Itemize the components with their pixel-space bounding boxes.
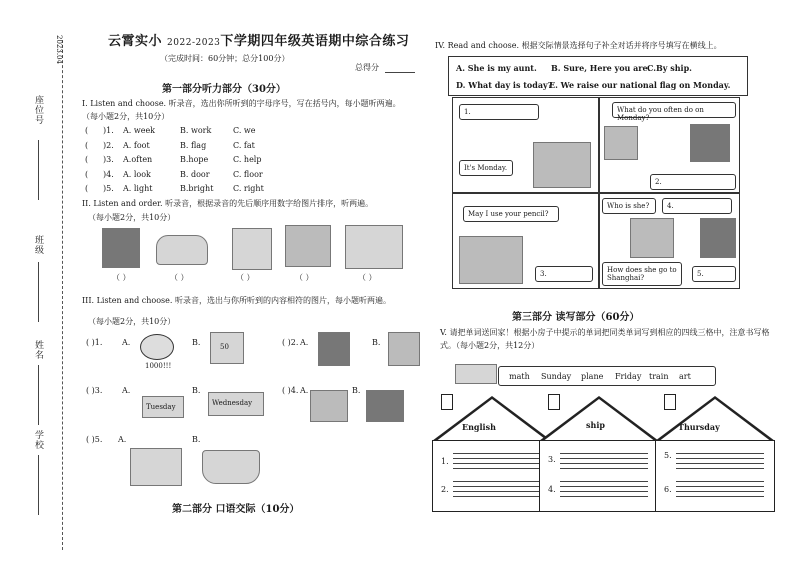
- q3-picture-3a: [142, 396, 184, 418]
- house-thursday-writing-line[interactable]: [676, 458, 764, 459]
- q1-option-b: B. door: [180, 169, 210, 179]
- q1-item-number: )3.: [103, 155, 114, 164]
- q3-item-2-a: A.: [300, 338, 309, 347]
- house-english-roof-inner: [435, 399, 549, 442]
- date-stamp: 2023.04: [55, 35, 63, 64]
- house-thursday-writing-line[interactable]: [676, 491, 764, 492]
- q1-option-a: A. look: [123, 169, 151, 179]
- seat-label: 座位号: [33, 95, 43, 125]
- q1-option-c: C. fat: [233, 140, 255, 150]
- q4-option-d: D. What day is today?: [456, 80, 553, 90]
- house-ship-writing-line[interactable]: [560, 463, 648, 464]
- q3-item-3-b: B.: [192, 386, 201, 395]
- q3-caption-3b: Wednesday: [212, 399, 253, 407]
- q2-picture-girl: [232, 228, 272, 270]
- panel-2-picture-boy: [604, 126, 638, 160]
- panel-3-picture: [459, 236, 523, 284]
- house-ship-line-3-number: 3.: [548, 455, 556, 464]
- q3-picture-train: [130, 448, 182, 486]
- q4-options-box: [448, 56, 748, 96]
- house-ship-writing-line[interactable]: [560, 496, 648, 497]
- house-ship-writing-line[interactable]: [560, 481, 648, 482]
- bubble-2: [612, 102, 736, 122]
- part2-heading: 第二部分 口语交际（10分）: [172, 504, 300, 515]
- word-plane: plane: [581, 372, 604, 381]
- q1-item-number: )1.: [103, 126, 114, 135]
- q3-picture-1b: [210, 332, 244, 364]
- q1-option-c: C. help: [233, 155, 262, 164]
- q3-picture-2b: [388, 332, 420, 366]
- panel-2-picture-flag: [690, 124, 730, 162]
- house-thursday-line-6-number: 6.: [664, 485, 672, 494]
- total-score-blank[interactable]: [385, 72, 415, 73]
- part3-heading: 第三部分 读写部分（60分）: [512, 312, 640, 323]
- bubble-6[interactable]: [535, 266, 593, 282]
- seat-field[interactable]: [38, 140, 39, 200]
- class-field[interactable]: [38, 262, 39, 322]
- q1-answer-paren[interactable]: (: [85, 140, 89, 150]
- q3-caption-1b: 50: [220, 343, 229, 351]
- bubble-9-text: How does she go to Shanghai?: [607, 266, 677, 282]
- q4-option-a: A. She is my aunt.: [456, 63, 537, 73]
- q3-item-2-number: ( )2.: [282, 338, 299, 347]
- house-english-writing-line[interactable]: [453, 496, 541, 497]
- q2-blank-5[interactable]: （ ）: [358, 273, 377, 282]
- name-label: 姓名: [33, 340, 43, 360]
- q3-item-1-a: A.: [122, 338, 131, 347]
- panel-1-picture: [533, 142, 591, 188]
- q2-score: （每小题2分，共10分）: [88, 213, 176, 222]
- q2-picture-room: [285, 225, 331, 267]
- total-score-label: 总得分: [355, 63, 379, 72]
- q4-instruction: IV. Read and choose. 根据交际情景选择句子补全对话并将序号填写在横线上。: [435, 41, 722, 50]
- q1-option-b: B.hope: [180, 155, 209, 164]
- panel-4-picture-people: [630, 218, 674, 258]
- q3-item-1-b: B.: [192, 338, 201, 347]
- bubble-7: [602, 198, 656, 214]
- q1-option-a: A. week: [123, 126, 156, 135]
- q3-picture-1a: [140, 334, 174, 360]
- q3-item-3-a: A.: [122, 386, 131, 395]
- bubble-3: [459, 160, 513, 176]
- q1-item: [85, 141, 345, 156]
- q3-item-4-b: B.: [352, 386, 361, 395]
- house-thursday-label: Thursday: [678, 422, 720, 432]
- q1-option-c: C. right: [233, 184, 264, 193]
- dialogue-panel-1: [452, 97, 599, 193]
- q1-item: [85, 155, 345, 170]
- q4-option-b: B. Sure, Here you are.: [551, 63, 651, 73]
- q1-list: [85, 126, 345, 199]
- house-ship-label: ship: [586, 420, 605, 430]
- q3-instruction: III. Listen and choose. 听录音，选出与你所听到的内容相符的图片，每小题听两遍。: [82, 296, 391, 305]
- q3-item-4-number: ( )4.: [282, 386, 299, 395]
- house-ship-writing-line[interactable]: [560, 486, 648, 487]
- school-name: 云霄实小: [108, 34, 163, 49]
- house-english-writing-line[interactable]: [453, 481, 541, 482]
- q2-picture-car: [156, 235, 208, 265]
- name-field[interactable]: [38, 365, 39, 425]
- house-english-writing-line[interactable]: [453, 453, 541, 454]
- q1-answer-paren[interactable]: (: [85, 184, 89, 193]
- q1-item-number: )2.: [103, 140, 114, 150]
- bubble-5: [463, 206, 559, 222]
- q3-item-2-b: B.: [372, 338, 381, 347]
- q3-item-5-a: A.: [118, 435, 127, 444]
- q3-picture-4b: [366, 390, 404, 422]
- q1-option-c: C. we: [233, 126, 256, 135]
- dialogue-panel-2: [599, 97, 740, 193]
- house-thursday-writing-line[interactable]: [676, 481, 764, 482]
- bubble-6-text: 3.: [540, 270, 547, 278]
- house-thursday-writing-line[interactable]: [676, 468, 764, 469]
- word-math: math: [509, 372, 530, 381]
- q1-option-c: C. floor: [233, 169, 263, 179]
- q2-blank-2[interactable]: （ ）: [170, 273, 189, 282]
- bubble-8[interactable]: [662, 198, 732, 214]
- bubble-10-text: 5.: [697, 270, 704, 278]
- class-label: 班级: [33, 235, 43, 255]
- house-english-line-2-number: 2.: [441, 485, 449, 494]
- bubble-4[interactable]: [650, 174, 736, 190]
- house-english-writing-line[interactable]: [453, 468, 541, 469]
- q1-option-b: B. flag: [180, 140, 207, 150]
- q5-instruction: V. 请把单词送回家！根据小房子中提示的单词把同类单词写到相应的四线三格中，注意书写格式。（每小题2分，共12分）: [440, 328, 770, 350]
- house-thursday-writing-line[interactable]: [676, 486, 764, 487]
- bubble-9: [602, 262, 682, 286]
- bubble-7-text: Who is she?: [607, 202, 650, 210]
- q1-answer-paren[interactable]: (: [85, 126, 89, 135]
- house-english-writing-line[interactable]: [453, 486, 541, 487]
- panel-4-picture-city: [700, 218, 736, 258]
- bubble-10[interactable]: [692, 266, 736, 282]
- q1-answer-paren[interactable]: (: [85, 169, 89, 179]
- q1-item: [85, 126, 345, 141]
- bubble-8-text: 4.: [667, 202, 674, 210]
- q3-item-5-number: ( )5.: [86, 435, 103, 444]
- q1-item-number: )5.: [103, 184, 114, 193]
- q1-option-a: A. foot: [123, 140, 150, 150]
- q2-blank-3[interactable]: （ ）: [236, 273, 255, 282]
- school-field[interactable]: [38, 455, 39, 515]
- house-ship-writing-line[interactable]: [560, 458, 648, 459]
- dialogue-panel-3: [452, 193, 599, 289]
- q2-blank-4[interactable]: （ ）: [295, 273, 314, 282]
- dialogue-panel-4: [599, 193, 740, 289]
- q1-option-a: A.often: [123, 155, 153, 164]
- school-year: 2022-2023: [167, 38, 221, 48]
- house-thursday-roof-inner: [658, 399, 772, 442]
- word-train-picture: [455, 364, 497, 384]
- house-english-body: [432, 440, 552, 512]
- house-ship-writing-line[interactable]: [560, 468, 648, 469]
- house-ship-line-4-number: 4.: [548, 485, 556, 494]
- house-ship-writing-line[interactable]: [560, 453, 648, 454]
- q3-picture-4a: [310, 390, 348, 422]
- word-friday: Friday: [615, 372, 642, 381]
- exam-title: [108, 30, 409, 49]
- word-train: train: [649, 372, 669, 381]
- bubble-1-text: 1.: [464, 108, 471, 116]
- q3-score: （每小题2分，共10分）: [88, 317, 176, 326]
- q4-option-c: C.By ship.: [647, 63, 692, 73]
- bubble-1[interactable]: [459, 104, 539, 120]
- word-sunday: Sunday: [541, 372, 572, 381]
- q1-instruction: I. Listen and choose. 听录音，选出你所听到的字母序号，写在括号内，每小题听两遍。（每小题2分，共10分）: [82, 99, 401, 121]
- q3-item-4-a: A.: [300, 386, 309, 395]
- house-thursday-line-5-number: 5.: [664, 451, 672, 460]
- house-thursday-writing-line[interactable]: [676, 496, 764, 497]
- q1-option-a: A. light: [123, 184, 153, 193]
- bubble-3-text: It's Monday.: [464, 164, 508, 172]
- word-bank: [498, 366, 716, 386]
- q2-picture-children: [345, 225, 403, 269]
- exam-info: （完成时间：60分钟；总分100分）: [160, 54, 290, 63]
- house-ship-writing-line[interactable]: [560, 491, 648, 492]
- q3-picture-3b: [208, 392, 264, 416]
- q3-item-1-number: ( )1.: [86, 338, 103, 347]
- house-english-writing-line[interactable]: [453, 463, 541, 464]
- q1-item: [85, 184, 345, 199]
- q3-caption-3a: Tuesday: [146, 403, 176, 411]
- house-english-line-1-number: 1.: [441, 457, 449, 466]
- q1-item: [85, 170, 345, 185]
- q1-option-b: B. work: [180, 126, 212, 135]
- q2-blank-1[interactable]: （ ）: [112, 273, 131, 282]
- bubble-2-text: What do you often do on Monday?: [617, 106, 704, 122]
- q3-item-3-number: ( )3.: [86, 386, 103, 395]
- q1-item-number: )4.: [103, 169, 114, 179]
- school-label: 学校: [33, 430, 43, 450]
- house-english-writing-line[interactable]: [453, 458, 541, 459]
- q1-answer-paren[interactable]: (: [85, 155, 89, 164]
- part1-heading: 第一部分听力部分（30分）: [162, 84, 286, 95]
- house-thursday-body: [655, 440, 775, 512]
- q2-picture-tree: [102, 228, 140, 268]
- word-art: art: [679, 372, 691, 381]
- house-ship-body: [539, 440, 659, 512]
- q3-picture-2a: [318, 332, 350, 366]
- bubble-5-text: May I use your pencil?: [468, 210, 549, 218]
- house-thursday-writing-line[interactable]: [676, 453, 764, 454]
- q3-item-5-b: B.: [192, 435, 201, 444]
- q1-option-b: B.bright: [180, 184, 214, 193]
- q2-instruction: II. Listen and order. 听录音，根据录音的先后顺序用数字给图片排序，听两遍。: [82, 199, 374, 208]
- binding-line: [62, 40, 63, 550]
- bubble-4-text: 2.: [655, 178, 662, 186]
- q3-picture-ship: [202, 450, 260, 484]
- house-english-writing-line[interactable]: [453, 491, 541, 492]
- q3-caption-1a: 1000!!!: [145, 362, 172, 370]
- q4-option-e: E. We raise our national flag on Monday.: [549, 80, 731, 90]
- title-text: 下学期四年级英语期中综合练习: [220, 34, 410, 49]
- house-thursday-writing-line[interactable]: [676, 463, 764, 464]
- house-english-label: English: [462, 422, 496, 432]
